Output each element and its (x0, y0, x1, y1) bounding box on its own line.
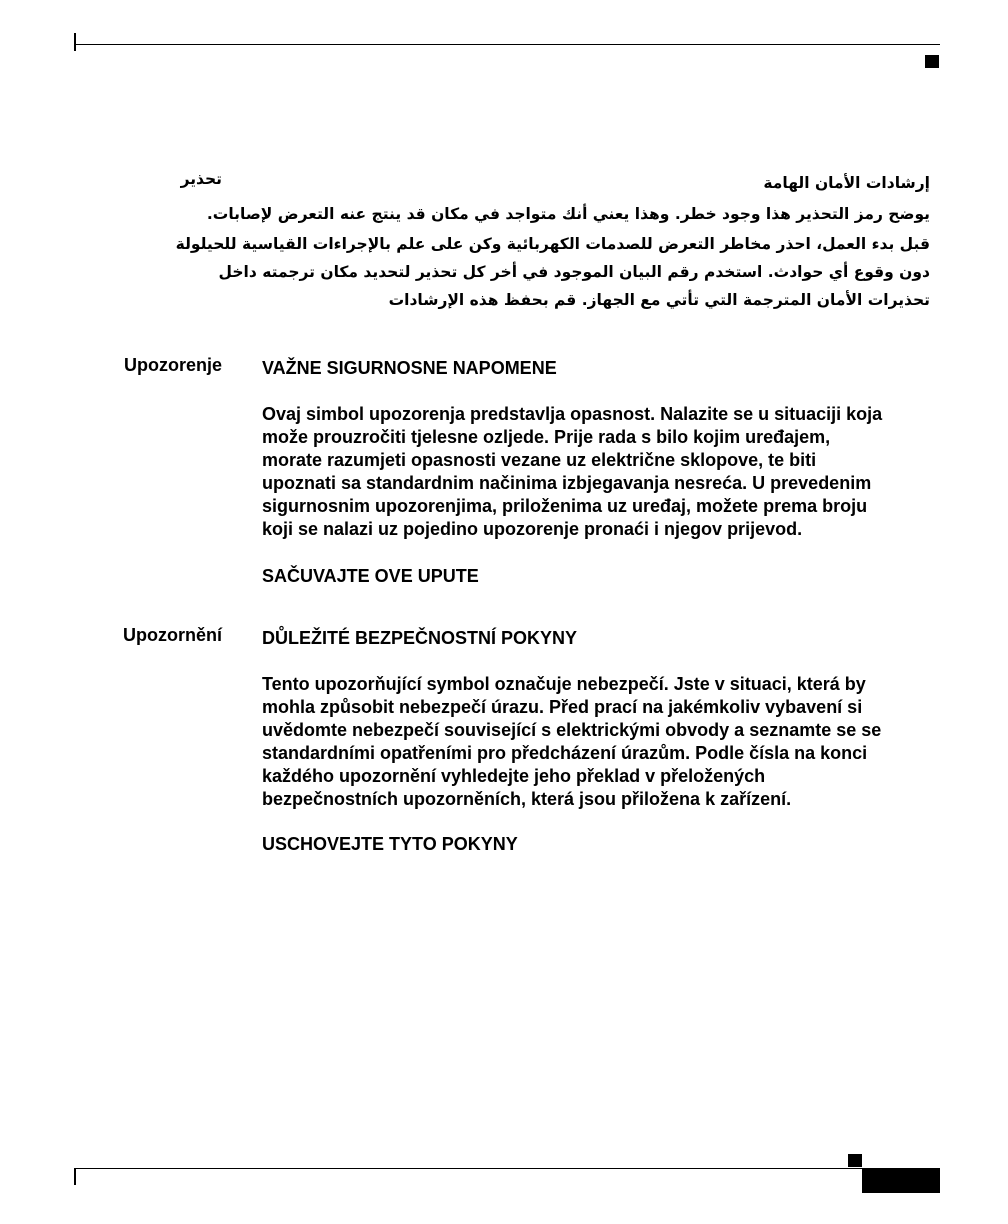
arabic-line-4: تحذيرات الأمان المترجمة التي تأتي مع الجهاز. قم بحفظ هذه الإرشادات (388, 291, 930, 309)
czech-heading: DŮLEŽITÉ BEZPEČNOSTNÍ POKYNY (262, 628, 578, 648)
czech-line-1: Tento upozorňující symbol označuje nebezpečí. Jste v situaci, která by (262, 674, 866, 694)
arabic-line-1: يوضح رمز التحذير هذا وجود خطر. وهذا يعني أنك متواجد في مكان قد ينتج عنه التعرض لإصابات. (206, 205, 930, 223)
arabic-line-3: دون وقوع أي حوادث. استخدم رقم البيان الموجود في أخر كل تحذير لتحديد مكان ترجمته داخل (218, 263, 930, 281)
czech-line-6: bezpečnostních upozorněních, která jsou přiložena k zařízení. (262, 789, 792, 809)
czech-line-3: uvědomte nebezpečí související s elektrickými obvody a seznamte se se (262, 720, 882, 740)
czech-paragraph (262, 673, 932, 811)
croatian-warning-label: Upozorenje (123, 355, 222, 375)
arabic-heading: إرشادات الأمان الهامة (763, 174, 930, 192)
footer-rule (74, 1168, 940, 1169)
czech-line-2: mohla způsobit nebezpečí úrazu. Před prací na jakémkoliv vybavení si (262, 697, 863, 717)
arabic-line-2: قبل بدء العمل، احذر مخاطر التعرض للصدمات الكهربائية وكن على علم بالإجراءات القياسية للحيلولة (175, 235, 930, 253)
header-square-marker (925, 55, 939, 68)
footer-square-marker (848, 1154, 862, 1167)
croatian-line-5: sigurnosnim upozorenjima, priloženima uz uređaj, možete prema broju (262, 496, 868, 516)
czech-line-5: každého upozornění vyhledejte jeho překlad v přeložených (262, 766, 766, 786)
croatian-heading: VAŽNE SIGURNOSNE NAPOMENE (262, 358, 557, 378)
croatian-line-4: upoznati sa standardnim načinima izbjegavanja nesreća. U prevedenim (262, 473, 872, 493)
header-tick-mark (74, 33, 76, 51)
czech-warning-label: Upozornění (123, 625, 222, 645)
croatian-footer: SAČUVAJTE OVE UPUTE (262, 566, 479, 586)
czech-line-4: standardními opatřeními pro předcházení úrazům. Podle čísla na konci (262, 743, 868, 763)
croatian-paragraph (262, 403, 932, 541)
croatian-line-3: morate razumjeti opasnosti vezane uz električne sklopove, te biti (262, 450, 817, 470)
arabic-warning-label: تحذير (180, 170, 222, 188)
czech-footer: USCHOVEJTE TYTO POKYNY (262, 834, 518, 854)
croatian-line-1: Ovaj simbol upozorenja predstavlja opasnost. Nalazite se u situaciji koja (262, 404, 883, 424)
header-rule (74, 44, 940, 45)
footer-tick-mark (74, 1168, 76, 1185)
croatian-line-6: koji se nalazi uz pojedino upozorenje pronaći i njegov prijevod. (262, 519, 803, 539)
page-number-tab (862, 1168, 940, 1193)
croatian-line-2: može prouzročiti tjelesne ozljede. Prije rada s bilo kojim uređajem, (262, 427, 831, 447)
